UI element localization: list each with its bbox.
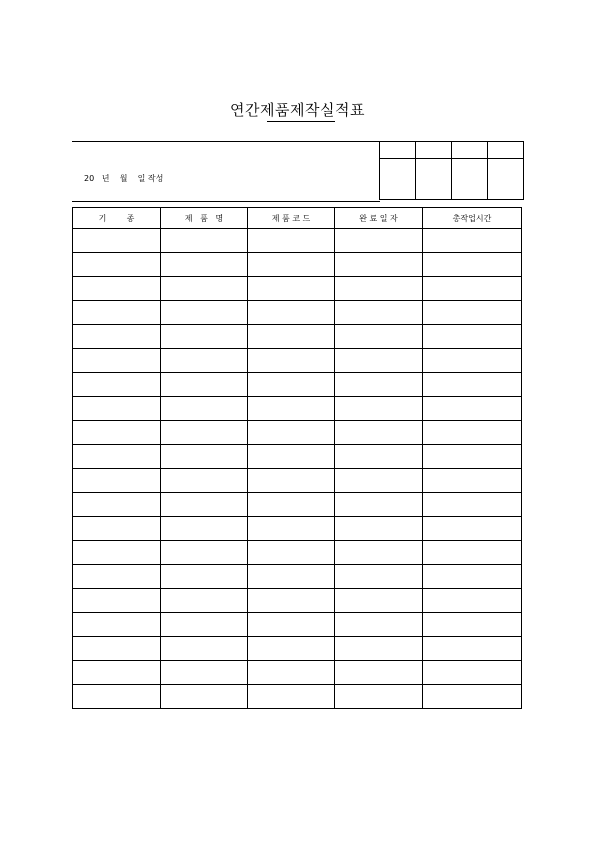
table-cell[interactable] — [73, 301, 161, 325]
table-cell[interactable] — [73, 349, 161, 373]
table-cell[interactable] — [73, 253, 161, 277]
table-cell[interactable] — [248, 349, 335, 373]
table-cell[interactable] — [161, 421, 248, 445]
table-cell[interactable] — [161, 637, 248, 661]
table-cell[interactable] — [335, 685, 423, 709]
table-cell[interactable] — [423, 277, 522, 301]
table-cell[interactable] — [248, 469, 335, 493]
table-cell[interactable] — [73, 445, 161, 469]
table-row — [73, 661, 522, 685]
table-cell[interactable] — [423, 613, 522, 637]
column-header-completion-date: 완 료 일 자 — [335, 208, 423, 229]
table-cell[interactable] — [248, 517, 335, 541]
table-cell[interactable] — [248, 541, 335, 565]
table-cell[interactable] — [423, 229, 522, 253]
column-header-product-code: 제 품 코 드 — [248, 208, 335, 229]
table-cell[interactable] — [73, 565, 161, 589]
table-cell[interactable] — [161, 661, 248, 685]
table-cell[interactable] — [73, 661, 161, 685]
table-cell[interactable] — [161, 565, 248, 589]
table-row — [73, 277, 522, 301]
approval-head-cell — [416, 142, 452, 159]
column-header-total-work-time: 총작업시간 — [423, 208, 522, 229]
table-cell[interactable] — [248, 637, 335, 661]
table-cell[interactable] — [161, 589, 248, 613]
table-cell[interactable] — [161, 493, 248, 517]
table-row — [73, 565, 522, 589]
table-cell[interactable] — [161, 541, 248, 565]
table-row — [73, 637, 522, 661]
table-header-row — [73, 208, 522, 229]
table-cell[interactable] — [335, 469, 423, 493]
table-cell[interactable] — [335, 253, 423, 277]
header-rule-top — [72, 141, 380, 142]
table-cell[interactable] — [248, 325, 335, 349]
table-cell[interactable] — [161, 277, 248, 301]
table-cell[interactable] — [73, 373, 161, 397]
table-cell[interactable] — [73, 685, 161, 709]
table-cell[interactable] — [335, 589, 423, 613]
table-cell[interactable] — [335, 661, 423, 685]
table-cell[interactable] — [248, 493, 335, 517]
table-row — [73, 589, 522, 613]
table-cell[interactable] — [161, 397, 248, 421]
table-cell[interactable] — [423, 349, 522, 373]
table-cell[interactable] — [423, 325, 522, 349]
approval-head-cell — [452, 142, 488, 159]
table-cell[interactable] — [423, 421, 522, 445]
table-cell[interactable] — [248, 685, 335, 709]
table-cell[interactable] — [73, 589, 161, 613]
table-cell[interactable] — [248, 661, 335, 685]
table-row — [73, 373, 522, 397]
table-cell[interactable] — [161, 445, 248, 469]
table-cell[interactable] — [161, 373, 248, 397]
table-cell[interactable] — [248, 253, 335, 277]
table-cell[interactable] — [423, 661, 522, 685]
approval-sign-cell[interactable] — [380, 159, 416, 200]
table-cell[interactable] — [73, 541, 161, 565]
header-rule-bottom — [72, 201, 380, 202]
approval-head-cell — [488, 142, 524, 159]
table-row — [73, 349, 522, 373]
column-header-product-name: 제 품 명 — [161, 208, 248, 229]
approval-sign-cell[interactable] — [488, 159, 524, 200]
title-underline — [267, 121, 335, 122]
table-cell[interactable] — [73, 517, 161, 541]
table-cell[interactable] — [335, 541, 423, 565]
table-cell[interactable] — [161, 685, 248, 709]
table-cell[interactable] — [335, 421, 423, 445]
production-table — [72, 207, 522, 709]
table-cell[interactable] — [335, 445, 423, 469]
table-cell[interactable] — [423, 637, 522, 661]
table-cell[interactable] — [248, 373, 335, 397]
table-cell[interactable] — [423, 565, 522, 589]
table-cell[interactable] — [423, 445, 522, 469]
table-cell[interactable] — [73, 637, 161, 661]
document-title: 연간제품제작실적표 — [230, 101, 365, 119]
approval-box — [379, 141, 524, 200]
table-cell[interactable] — [335, 373, 423, 397]
table-cell[interactable] — [335, 517, 423, 541]
table-cell[interactable] — [423, 541, 522, 565]
table-cell[interactable] — [73, 325, 161, 349]
table-cell[interactable] — [161, 325, 248, 349]
approval-sign-cell[interactable] — [416, 159, 452, 200]
table-cell[interactable] — [248, 397, 335, 421]
table-row — [73, 253, 522, 277]
table-cell[interactable] — [335, 325, 423, 349]
table-cell[interactable] — [423, 397, 522, 421]
table-cell[interactable] — [73, 493, 161, 517]
table-cell[interactable] — [248, 229, 335, 253]
table-cell[interactable] — [248, 613, 335, 637]
table-cell[interactable] — [161, 517, 248, 541]
table-row — [73, 493, 522, 517]
table-cell[interactable] — [423, 589, 522, 613]
table-cell[interactable] — [73, 229, 161, 253]
table-cell[interactable] — [248, 565, 335, 589]
table-cell[interactable] — [248, 589, 335, 613]
table-cell[interactable] — [335, 565, 423, 589]
table-cell[interactable] — [335, 277, 423, 301]
table-cell[interactable] — [423, 493, 522, 517]
date-line: 20 년 월 일 작성 — [84, 174, 164, 183]
table-cell[interactable] — [423, 253, 522, 277]
table-cell[interactable] — [335, 613, 423, 637]
table-cell[interactable] — [161, 469, 248, 493]
table-cell[interactable] — [335, 637, 423, 661]
table-cell[interactable] — [73, 277, 161, 301]
table-row — [73, 517, 522, 541]
table-cell[interactable] — [423, 373, 522, 397]
table-row — [73, 613, 522, 637]
table-cell[interactable] — [248, 277, 335, 301]
table-cell[interactable] — [423, 685, 522, 709]
table-cell[interactable] — [161, 253, 248, 277]
table-cell[interactable] — [335, 349, 423, 373]
table-cell[interactable] — [335, 493, 423, 517]
table-cell[interactable] — [161, 613, 248, 637]
table-row — [73, 301, 522, 325]
table-cell[interactable] — [73, 613, 161, 637]
table-row — [73, 397, 522, 421]
table-row — [73, 421, 522, 445]
table-cell[interactable] — [335, 397, 423, 421]
table-row — [73, 229, 522, 253]
table-cell[interactable] — [248, 301, 335, 325]
table-cell[interactable] — [248, 421, 335, 445]
table-cell[interactable] — [335, 229, 423, 253]
column-header-model: 기 종 — [73, 208, 161, 229]
table-cell[interactable] — [335, 301, 423, 325]
table-cell[interactable] — [73, 421, 161, 445]
table-cell[interactable] — [248, 445, 335, 469]
table-cell[interactable] — [73, 397, 161, 421]
table-cell[interactable] — [161, 301, 248, 325]
table-row — [73, 445, 522, 469]
table-row — [73, 325, 522, 349]
table-row — [73, 469, 522, 493]
approval-sign-cell[interactable] — [452, 159, 488, 200]
table-row — [73, 685, 522, 709]
table-cell[interactable] — [73, 469, 161, 493]
table-cell[interactable] — [161, 229, 248, 253]
table-row — [73, 541, 522, 565]
table-cell[interactable] — [423, 469, 522, 493]
approval-head-cell — [380, 142, 416, 159]
table-cell[interactable] — [161, 349, 248, 373]
table-cell[interactable] — [423, 301, 522, 325]
table-cell[interactable] — [423, 517, 522, 541]
